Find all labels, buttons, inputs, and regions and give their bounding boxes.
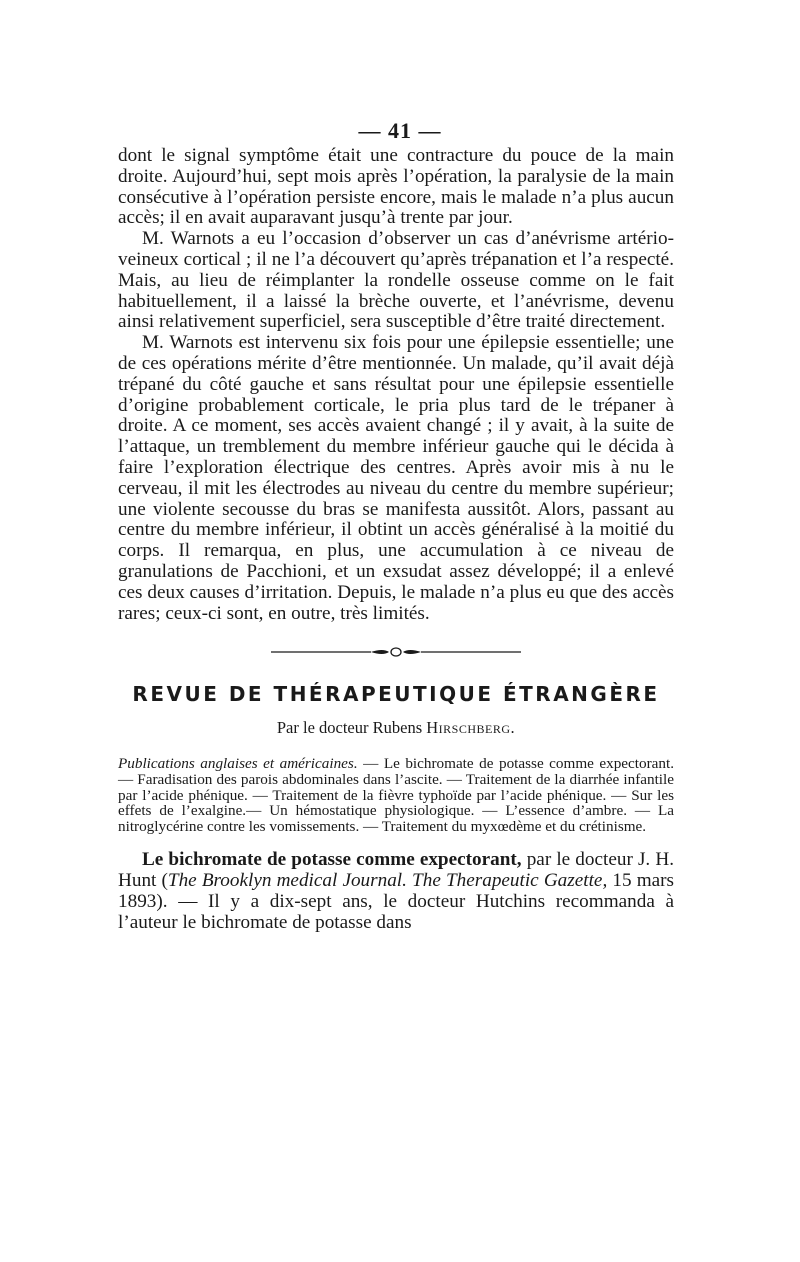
ornamental-rule <box>271 644 521 660</box>
article-text-2: 15 mars 1893). — Il y a dix-sept ans, le docteur Hutchins recommanda à l’auteur le bichromate de potasse dans <box>118 870 674 933</box>
byline-prefix: Par le docteur Rubens <box>276 718 423 738</box>
paragraph-2: M. Warnots a eu l’occasion d’observer un cas d’anévrisme artério-veineux cortical ; il ne l’a découvert qu’après trépanation et l’a respecté. Mais, au lieu de réimplanter la rondelle osseuse comme on le fait habituellement, il a laissé la brèche ouverte, et l’anévrisme, devenu ainsi relativement superficiel, sera susceptible d’être traité directement. <box>118 228 674 333</box>
paragraph-3: M. Warnots est intervenu six fois pour une épilepsie essentielle; une de ces opérations mérite d’être mentionnée. Un malade, qu’il avait déjà trépané du côté gauche et sans résultat pour une épilepsie essentielle d’origine probablement corticale, le pria plus tard de le trépaner à droite. A ce moment, ses accès avaient changé ; il y avait, à la suite de l’attaque, un tremblement du membre inférieur gauche qui le décida à faire l’exploration électrique des centres. Après avoir mis à nu le cerveau, il mit les électrodes au niveau du centre du membre supérieur; une violente secousse du bras se manifesta aussitôt. Alors, passant au centre du membre inférieur, il obtint un accès généralisé à la moitié du corps. Il remarqua, en plus, une accumulation à ce niveau de granulations de Pacchioni, et un exsudat assez développé; il a enlevé ces deux causes d’irritation. Depuis, le malade n’a plus eu que des accès rares; ceux-ci sont, en outre, très limités. <box>118 332 674 624</box>
article-text-1: par le docteur J. H. Hunt ( <box>118 849 674 892</box>
section-title: REVUE DE THÉRAPEUTIQUE ÉTRANGÈRE <box>132 682 660 707</box>
article-headline: Le bichromate de potasse comme expectorant, <box>142 849 522 871</box>
text-column <box>118 146 674 953</box>
paragraph-1: dont le signal symptôme était une contracture du pouce de la main droite. Aujourd’hui, sept mois après l’opération, la paralysie de la main consécutive à l’opération persiste encore, mais le malade n’a plus aucun accès; il en avait auparavant jusqu’à trente par jour. <box>118 145 674 229</box>
article-paragraph <box>118 850 674 933</box>
byline <box>118 718 674 738</box>
article-journal: The Brooklyn medical Journal. The Therapeutic Gazette, <box>167 870 608 892</box>
byline-author: Hirschberg. <box>426 718 516 738</box>
summary-lead: Publications anglaises et américaines. <box>118 755 358 773</box>
section-summary <box>118 756 674 834</box>
summary-text: — Le bichromate de potasse comme expectorant. — Faradisation des parois abdominales dans l’ascite. — Traitement de la diarrhée infantile par l’acide phénique. — Traitement de la fièvre typhoïde par l’acide phénique. — Sur les effets de l’exalgine.— Un hémostatique physiologique. — L’essence d’ambre. — La nitroglycérine contre les vomissements. — Traitement du myxœdème et du crétinisme. <box>118 755 675 835</box>
page-number: — 41 — <box>358 118 442 143</box>
